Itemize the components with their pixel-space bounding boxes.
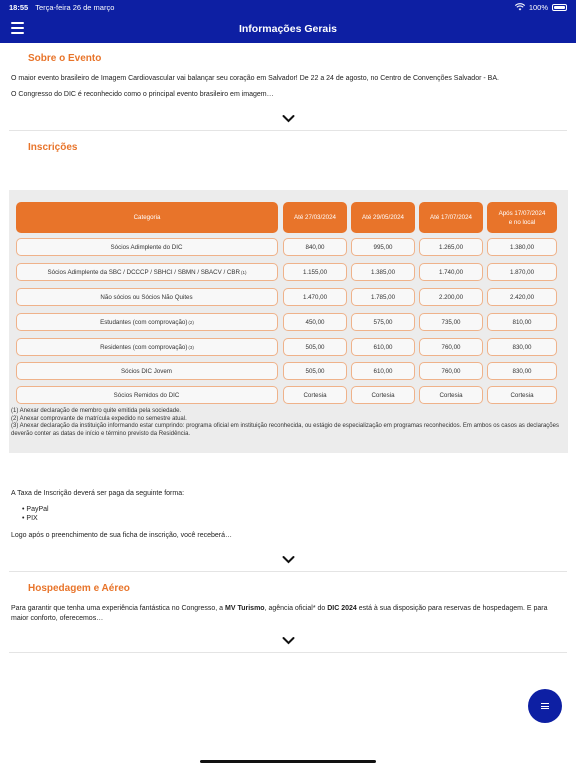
table-cell-price: 760,00 — [419, 362, 483, 380]
page-title: Informações Gerais — [238, 22, 338, 35]
payment-intro: A Taxa de Inscrição deverá ser paga da seguinte forma: — [11, 490, 185, 497]
status-time: 18:55 — [9, 2, 29, 12]
table-cell-price: 505,00 — [283, 362, 347, 380]
table-cell-price: 830,00 — [487, 338, 557, 356]
nav-bar — [0, 14, 576, 43]
table-cell-price: 610,00 — [351, 338, 415, 356]
table-cell-price: 610,00 — [351, 362, 415, 380]
section-title-hospedagem: Hospedagem e Aéreo — [28, 583, 130, 594]
table-cell-price: 1.785,00 — [351, 288, 415, 306]
divider — [9, 652, 567, 653]
table-cell-price: 1.155,00 — [283, 263, 347, 281]
table-cell-price: 1.870,00 — [487, 263, 557, 281]
table-cell-category: Estudantes (com comprovação) (2) — [16, 313, 278, 331]
status-bar — [0, 0, 576, 14]
table-cell-price: 760,00 — [419, 338, 483, 356]
table-header-categoria: Categoria — [16, 202, 278, 233]
table-cell-price: Cortesia — [351, 386, 415, 404]
table-cell-category: Não sócios ou Sócios Não Quites — [16, 288, 278, 306]
table-cell-category: Sócios Adimplente do DIC — [16, 238, 278, 256]
table-header-col-1: Até 27/03/2024 — [283, 202, 347, 233]
section-title-sobre: Sobre o Evento — [28, 53, 102, 64]
table-cell-price: 1.470,00 — [283, 288, 347, 306]
list-icon — [541, 703, 549, 709]
table-cell-price: 1.385,00 — [351, 263, 415, 281]
table-cell-category: Sócios Adimplente da SBC / DCCCP / SBHCI / SBMN / SBACV / CBR (1) — [16, 263, 278, 281]
status-date: Terça-feira 26 de março — [35, 2, 115, 12]
table-cell-price: 1.740,00 — [419, 263, 483, 281]
divider — [9, 130, 567, 131]
footnote: (3) Anexar declaração da instituição informando estar cumprindo: programa oficial em instituição reconhecida, ou estágio de especialização em programas reconhecidos. Em ambos os casos as declarações deverão conter as datas de início e término previsto da Residência. — [11, 423, 559, 437]
hamburger-menu-icon[interactable] — [11, 22, 24, 34]
footnote: (1) Anexar declaração de membro quite emitida pela sociedade. — [11, 408, 182, 414]
floating-menu-button[interactable] — [528, 689, 562, 723]
footnote: (2) Anexar comprovante de matrícula expedido no semestre atual. — [11, 415, 187, 422]
section-title-inscricoes: Inscrições — [28, 142, 78, 153]
table-header-col-3: Até 17/07/2024 — [419, 202, 483, 233]
table-cell-price: 830,00 — [487, 362, 557, 380]
pricing-table-image — [9, 190, 568, 453]
chevron-down-icon[interactable] — [282, 114, 295, 123]
home-indicator — [200, 760, 376, 763]
table-cell-price: 2.420,00 — [487, 288, 557, 306]
table-cell-price: 995,00 — [351, 238, 415, 256]
battery-icon — [552, 4, 567, 11]
table-cell-price: 505,00 — [283, 338, 347, 356]
table-cell-price: Cortesia — [487, 386, 557, 404]
table-cell-category: Sócios DIC Jovem — [16, 362, 278, 380]
hospedagem-paragraph: Para garantir que tenha uma experiência fantástica no Congresso, a MV Turismo, agência oficial* do DIC 2024 está à sua disposição para reservas de hospedagem. E para maior conforto, oferecemos… — [11, 605, 548, 622]
table-cell-price: 840,00 — [283, 238, 347, 256]
table-header-col-4: Após 17/07/2024 e no local — [487, 202, 557, 233]
payment-methods-list — [22, 506, 49, 523]
list-item: • PayPal — [22, 506, 49, 513]
table-cell-price: 1.380,00 — [487, 238, 557, 256]
table-cell-price: 575,00 — [351, 313, 415, 331]
table-cell-price: 2.200,00 — [419, 288, 483, 306]
table-cell-price: Cortesia — [283, 386, 347, 404]
chevron-down-icon[interactable] — [282, 555, 295, 564]
table-cell-category: Residentes (com comprovação) (3) — [16, 338, 278, 356]
table-cell-price: 1.265,00 — [419, 238, 483, 256]
list-item: • PIX — [22, 514, 38, 522]
table-cell-price: Cortesia — [419, 386, 483, 404]
inscricoes-after-text: Logo após o preenchimento de sua ficha de inscrição, você receberá… — [11, 532, 233, 539]
wifi-icon — [515, 3, 525, 11]
table-header-col-2: Até 29/05/2024 — [351, 202, 415, 233]
table-cell-category: Sócios Remidos do DIC — [16, 386, 278, 404]
table-footnotes — [11, 408, 559, 438]
battery-percent: 100% — [528, 2, 548, 12]
sobre-paragraph-1: O maior evento brasileiro de Imagem Cardiovascular vai balançar seu coração em Salvador! De 22 a 24 de agosto, no Centro de Convenções Salvador - BA. — [11, 75, 499, 82]
table-cell-price: 735,00 — [419, 313, 483, 331]
chevron-down-icon[interactable] — [282, 636, 295, 645]
divider — [9, 571, 567, 572]
sobre-paragraph-2: O Congresso do DIC é reconhecido como o principal evento brasileiro em imagem… — [11, 91, 274, 98]
table-cell-price: 450,00 — [283, 313, 347, 331]
table-cell-price: 810,00 — [487, 313, 557, 331]
